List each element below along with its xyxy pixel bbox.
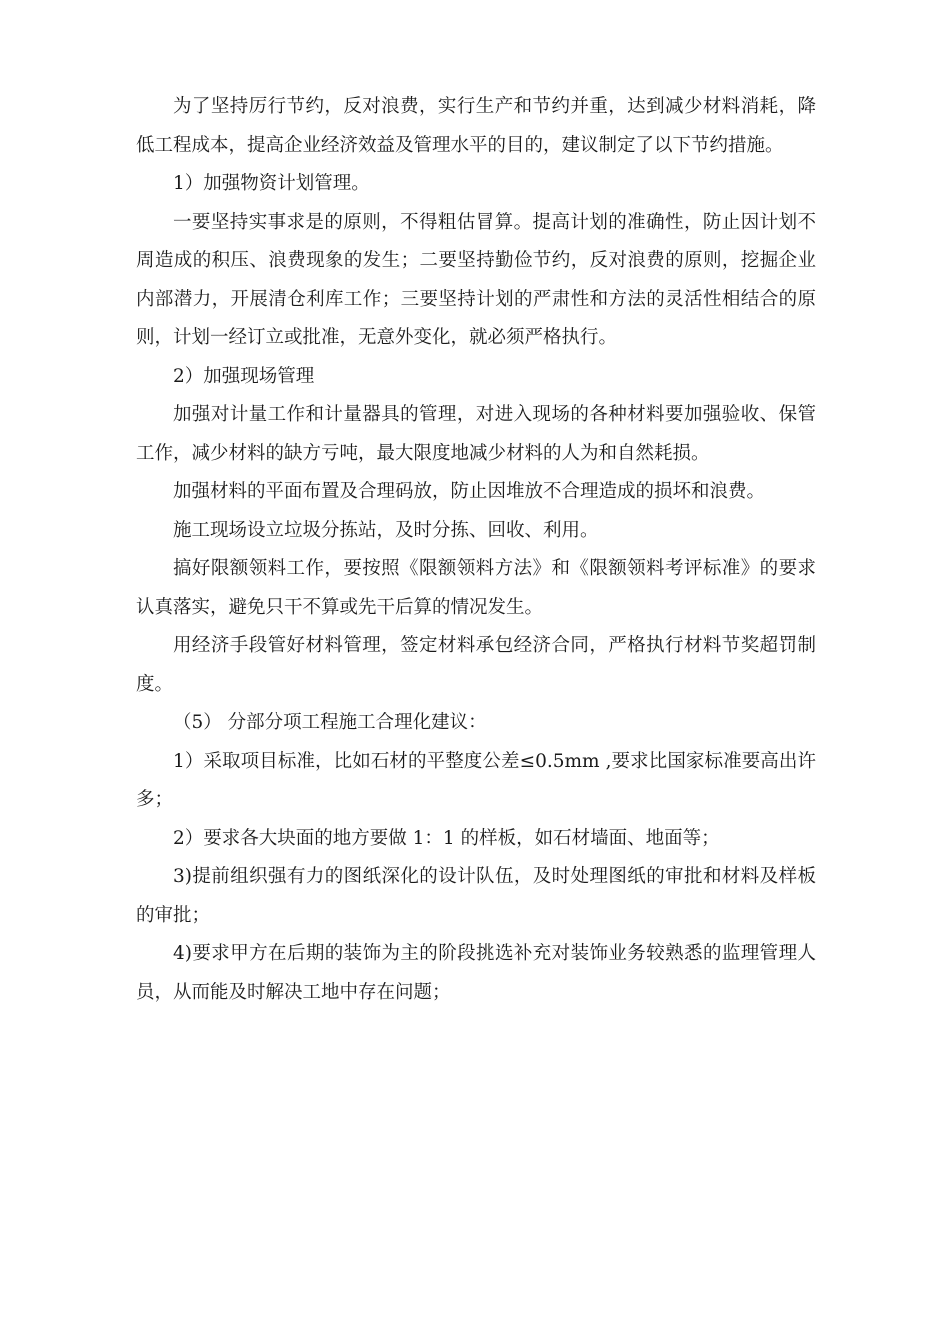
list-item-4: 4)要求甲方在后期的装饰为主的阶段挑选补充对装饰业务较熟悉的监理管理人员，从而能及时解决工地中存在问题； — [136, 943, 816, 1003]
paragraph-metering: 加强对计量工作和计量器具的管理，对进入现场的各种材料要加强验收、保管工作，减少材料的缺方亏吨，最大限度地减少材料的人为和自然耗损。 — [136, 404, 816, 464]
heading-rationalization: （5） 分部分项工程施工合理化建议： — [173, 712, 487, 733]
list-item-2: 2）要求各大块面的地方要做 1：1 的样板，如石材墙面、地面等； — [173, 827, 720, 849]
list-item-3: 3)提前组织强有力的图纸深化的设计队伍，及时处理图纸的审批和材料及样板的审批； — [136, 866, 816, 926]
paragraph-intro: 为了坚持厉行节约，反对浪费，实行生产和节约并重，达到减少材料消耗，降低工程成本，提高企业经济效益及管理水平的目的，建议制定了以下节约措施。 — [136, 96, 816, 156]
paragraph-economic-means: 用经济手段管好材料管理，签定材料承包经济合同，严格执行材料节奖超罚制度。 — [136, 635, 816, 695]
paragraph-material-plan: 一要坚持实事求是的原则，不得粗估冒算。提高计划的准确性，防止因计划不周造成的积压、浪费现象的发生；二要坚持勤俭节约，反对浪费的原则，挖掘企业内部潜力，开展清仓利库工作；三要坚持计划的严肃性和方法的灵活性相结合的原则，计划一经订立或批准，无意外变化，就必须严格执行。 — [136, 211, 816, 348]
heading-material-plan: 1）加强物资计划管理。 — [173, 173, 370, 194]
paragraph-waste-sorting: 施工现场设立垃圾分拣站，及时分拣、回收、利用。 — [173, 519, 599, 541]
heading-site-management: 2）加强现场管理 — [173, 365, 315, 387]
document-body — [136, 88, 816, 1012]
paragraph-layout: 加强材料的平面布置及合理码放，防止因堆放不合理造成的损坏和浪费。 — [173, 481, 766, 502]
paragraph-quota: 搞好限额领料工作，要按照《限额领料方法》和《限额领料考评标准》的要求认真落实，避免只干不算或先干后算的情况发生。 — [136, 558, 816, 618]
list-item-1: 1）采取项目标准，比如石材的平整度公差≤0.5mm ,要求比国家标准要高出许多； — [136, 750, 816, 810]
